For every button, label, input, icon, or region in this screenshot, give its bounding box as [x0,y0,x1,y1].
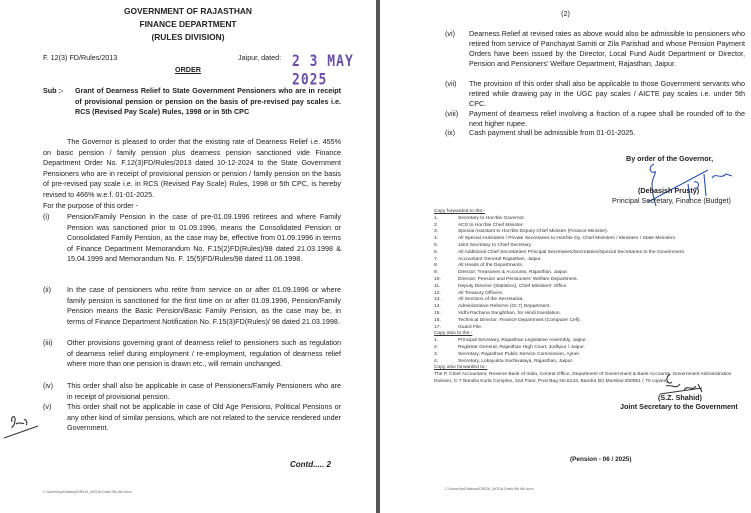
recipient-number: 6. [434,249,439,255]
page-number: (2) [561,9,570,18]
recipient-name: Secretary to Hon'ble Governor. [458,215,525,221]
recipient-item [434,236,749,243]
recipient-item [434,277,749,284]
recipient-name: All Heads of the Departments. [458,263,524,269]
item-number: (vii) [445,79,457,88]
recipient-name: Joint Secretary to Chief Secretary. [458,242,533,248]
date-stamp: 2 3 MAY 2025 [292,52,354,90]
header-department: FINANCE DEPARTMENT [139,19,237,29]
recipient-name: All Additional Chief Secretaries/ Principal Secretaries/Secretaries/Special Secretaries to the Government. [458,249,686,255]
recipient-number: 2. [434,222,439,228]
recipient-number: 13. [434,297,441,303]
signatory-name: (Debasish Prusty) [638,186,700,195]
second-signatory-title: Joint Secretary to the Government [620,402,738,411]
recipient-name: All Sections of the Secretariat. [458,297,524,303]
recipient-item [434,345,749,352]
by-order-line: By order of the Governor, [626,154,714,163]
recipient-number: 12. [434,290,441,296]
order-item [445,79,745,111]
recipient-name: Secretary, Rajasthan Public Service Commission, Ajmer. [458,351,581,357]
recipient-item [434,359,749,366]
recipient-name: Accountant General Rajasthan, Jaipur. [458,256,542,262]
recipient-name: Special Assistant to Hon'ble Deputy Chief Minister (Finance Minister). [458,229,609,235]
item-number: (viii) [445,109,459,118]
recipient-item [434,270,749,277]
recipient-item [434,243,749,250]
recipient-number: 3. [434,229,439,235]
recipient-name: Vidhi Rachana Sanghthan, for Hindi translation. [458,310,561,316]
item-text: Cash payment shall be admissible from 01-01-2025. [469,128,636,137]
file-number: F. 12(3) FD/Rules/2013 [43,53,118,62]
copy-also-forwarded-heading: Copy also forwarded to:- [434,365,488,371]
item-number: (ii) [43,285,51,294]
item-number: (iii) [43,338,53,347]
recipient-name: Director, Pension and Pensioners' Welfare Department. [458,276,578,282]
recipient-number: 17. [434,324,441,330]
item-text: Other provisions governing grant of dearness relief to pensioners such as regulation of dearness relief during employment / re-employment, regulation of dearness relief where more than one pension is drawn etc., will remain unchanged. [67,338,341,369]
recipient-number: 4. [434,358,439,364]
order-title: ORDER [175,65,201,74]
recipient-item [434,318,749,325]
recipient-number: 16. [434,317,441,323]
recipient-item [434,250,749,257]
item-text: In the case of pensioners who retire from service on or after 01.09.1996 or where family pension is sanctioned for the first time on or after 01.09.1996, Pension/Family Pension means the Basic Pension/Basic Family Pension, as the case may be, in terms of Finance Department Notification No. F.15(3)FD(Rules)/ 98 dated 21.03.1998. [67,285,341,326]
order-item [43,285,341,339]
recipient-number: 1. [434,215,439,221]
recipient-name: All Treasury Officers. [458,290,504,296]
recipient-name: Principal Secretary, Rajasthan Legislative Assembly, Jaipur. [458,338,587,344]
recipient-number: 3. [434,351,439,357]
recipient-item [434,338,749,345]
recipient-number: 5. [434,242,439,248]
recipient-name: ACS to Hon'ble Chief Minister. [458,222,524,228]
header-division: (RULES DIVISION) [151,32,225,42]
recipient-item [434,352,749,359]
dated-label: Jaipur, dated: [238,53,282,62]
recipient-name: Director, Treasuries & Accounts, Rajasthan, Jaipur. [458,270,569,276]
purpose-line: For the purpose of this order - [43,201,139,210]
recipient-item [434,284,749,291]
second-signatory-name: (S.Z. Shahid) [658,393,702,402]
order-item [445,29,745,84]
document-page-2 [380,0,751,513]
recipient-name: Deputy Director (Statistics), Chief Ministers' Office. [458,283,568,289]
recipient-number: 9. [434,270,439,276]
subject-label: Sub :- [43,86,64,95]
recipient-number: 10. [434,276,441,282]
recipient-name: Administrative Reforms (Gr.7) Department. [458,304,551,310]
recipient-number: 11. [434,283,441,289]
continued-label: Contd..... 2 [290,460,331,469]
pension-reference: (Pension - 06 / 2025) [570,456,632,463]
recipient-name: Guard File. [458,324,483,330]
body-paragraph: The Governor is pleased to order that the existing rate of Dearness Relief i.e. 455% on basic pension / family pension plus dearness pension sanctioned vide Finance Department Order No. F.12(3)FD/Rules/2013 dated 10-12-2024 to the State Government Pensioners who are in receipt of provisional pension or pension / family pension on the basis of pre-revised pay scale i.e. in RCS (Revised Pay Scale) Rules, 1998 or 5th CPC, is hereby revised to 466% w.e.f. 01-01-2025. [43,137,341,199]
recipient-number: 8. [434,263,439,269]
recipient-name: All Special Assistants / Private Secretaries to Hon'ble Dy. Chief Ministers / Ministers / State Ministers. [458,236,677,242]
item-text: This order shall also be applicable in case of Pensioners/Family Pensioners who are in receipt of provisional pension. [67,381,341,401]
item-text: Dearness Relief at revised rates as above would also be admissible to pensioners who retired from service of Panchayat Samiti or Zila Parishad and whose Pension Payment Orders have been issued by the Director, Local Fund Audit Department or Director, Pension and Pensioners' Welfare Department, Rajasthan, Jaipur. [469,29,745,68]
order-item [43,212,341,266]
order-item [43,338,341,382]
item-number: (vi) [445,29,455,38]
initials-signature-icon [2,412,44,442]
item-number: (i) [43,212,50,221]
rbi-recipient-text: The P. Chief Accountant, Reserve Bank of India, Central Office, Department of Government & Bank Accounts, Government Administration Division, C-7 Bandra Kurla Complex, 2nd Floor, Post Bag No.8143, Bandra (E) Mumbai-400051 ( 70 copies). [434,372,732,384]
copy-also-heading: Copy also to the:- [434,331,473,337]
recipient-name: Secretary, Lokayukta Sachivalaya, Rajasthan, Jaipur. [458,358,574,364]
item-text: The provision of this order shall also be applicable to those Government servants who retired while drawing pay in the UGC pay scales / AICTE pay scales i.e. under 5th CPC. [469,79,745,108]
recipient-number: 4. [434,236,439,242]
file-path-footer: C:\Users\hp\Desktop\DR\DA_MODA Order 5th 6th.docx [445,487,534,491]
item-number: (ix) [445,128,455,137]
recipient-number: 14. [434,304,441,310]
item-text: Payment of dearness relief involving a fraction of a rupee shall be rounded off to the next higher rupee. [469,109,745,128]
item-text: This order shall not be applicable in case of Old Age Pensions, Political Pensions or any other kind of similar pensions, which are not related to the service rendered under Government. [67,402,341,433]
signatory-title: Principal Secretary, Finance (Budget) [612,196,731,205]
recipient-item [434,216,749,223]
recipient-number: 15. [434,310,441,316]
header-government: GOVERNMENT OF RAJASTHAN [124,6,252,16]
item-number: (iv) [43,381,53,390]
recipient-item [434,311,749,318]
subject-text: Grant of Dearness Relief to State Government Pensioners who are in receipt of provisional pension or pension on the basis of pre-revised pay scales i.e. RCS (Revised Pay Scale) Rules, 1998 or in 5th CPC [75,86,341,117]
recipient-number: 1. [434,338,439,344]
item-text: Pension/Family Pension in the case of pre-01.09.1996 retirees and where Family Pension was sanctioned prior to 01.09.1996, means the Consolidated Pension or Consolidated Family Pension, as the case may be, effective from 01.09.1996 in terms of Finance Department Memorandum No. F.15(2)FD(Rules)/98 dated 21.03.1998 & 15.04.1999 and Memorandum No. F. 15(5)FD/Rules/98 dated 11.06.1998. [67,212,341,264]
order-item [43,381,341,403]
order-item [445,128,745,140]
copy-forwarded-list [434,209,749,386]
recipient-item [434,304,749,311]
copy-forwarded-heading: Copy forwarded to the:- [434,209,486,214]
recipient-name: Technical Director, Finance Department (Computer Cell). [458,317,581,323]
item-number: (v) [43,402,52,411]
order-item [43,402,341,435]
recipient-name: Registrar General, Rajasthan High Court, Jodhpur / Jaipur. [458,344,585,350]
recipient-number: 2. [434,344,439,350]
recipient-number: 7. [434,256,439,262]
recipient-item [434,325,749,332]
file-path-footer: C:\Users\hp\Desktop\DR\DA_MODA Order 5th 6th.docx [43,490,132,494]
